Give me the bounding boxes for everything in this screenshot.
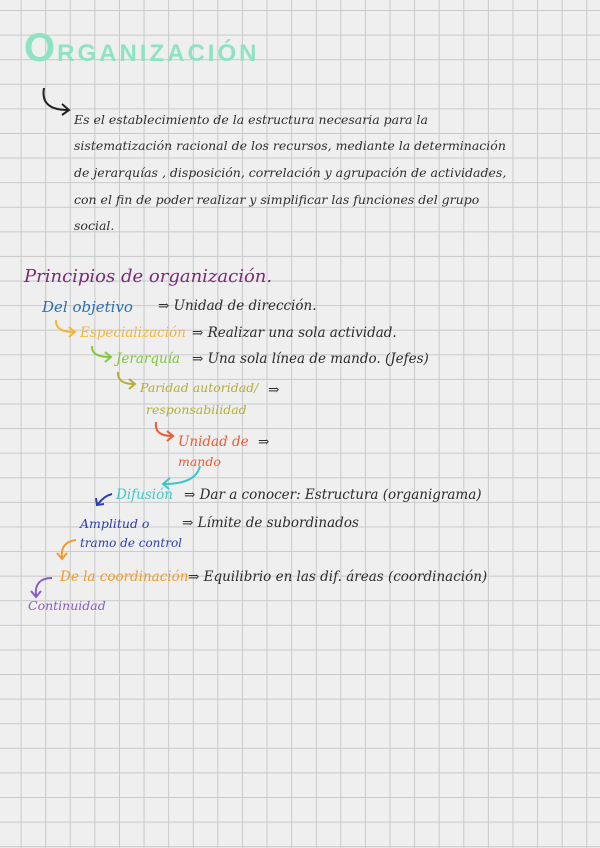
principle-label-continuidad: Continuidad <box>28 598 106 613</box>
principles-heading: Principios de organización. <box>24 266 273 287</box>
curved-arrow-icon <box>114 370 140 392</box>
principle-label-paridad: Paridad autoridad/ <box>140 380 259 395</box>
principle-label-objetivo: Del objetivo <box>42 298 133 316</box>
principle-label-coordinacion: De la coordinación <box>60 569 189 585</box>
curved-arrow-icon <box>28 574 54 600</box>
definition-line-4: con el fin de poder realizar y simplificar las funciones del grupo <box>74 192 480 207</box>
principle-desc-amplitud: ⇒ Límite de subordinados <box>182 515 359 531</box>
principle-desc-unidad-mando: ⇒ <box>258 434 270 450</box>
principle-label-unidad-mando-2: mando <box>178 454 221 469</box>
title-initial: O <box>24 26 58 70</box>
title-rest: RGANIZACIÓN <box>57 40 260 67</box>
curved-arrow-icon <box>88 344 116 364</box>
principle-desc-paridad: ⇒ <box>268 382 280 398</box>
principle-label-paridad-2: responsabilidad <box>146 402 247 417</box>
principle-label-especializacion: Especialización <box>80 325 186 341</box>
principle-desc-difusion: ⇒ Dar a conocer: Estructura (organigrama) <box>184 487 482 503</box>
curved-arrow-icon <box>90 490 116 510</box>
principle-label-amplitud: Amplitud o <box>80 516 150 531</box>
curved-arrow-icon <box>38 86 72 116</box>
curved-arrow-icon <box>152 420 178 444</box>
principle-label-amplitud-2: tramo de control <box>80 536 183 550</box>
definition-line-5: social. <box>74 218 115 233</box>
definition-line-3: de jerarquías , disposición, correlación y agrupación de actividades, <box>74 165 507 180</box>
page-title <box>24 26 259 71</box>
principle-desc-coordinacion: ⇒ Equilibrio en las dif. áreas (coordinación) <box>188 569 488 585</box>
principle-label-difusion: Difusión <box>116 487 173 503</box>
principle-desc-jerarquia: ⇒ Una sola línea de mando. (Jefes) <box>192 351 429 367</box>
principle-desc-objetivo: ⇒ Unidad de dirección. <box>158 298 317 314</box>
principle-label-jerarquia: Jerarquía <box>116 351 181 367</box>
definition-line-1: Es el establecimiento de la estructura necesaria para la <box>74 112 428 127</box>
principle-label-unidad-mando: Unidad de <box>178 434 249 450</box>
curved-arrow-icon <box>52 318 80 340</box>
curved-arrow-icon <box>56 538 80 562</box>
definition-line-2: sistematización racional de los recursos, mediante la determinación <box>74 138 506 153</box>
principle-desc-especializacion: ⇒ Realizar una sola actividad. <box>192 325 397 341</box>
